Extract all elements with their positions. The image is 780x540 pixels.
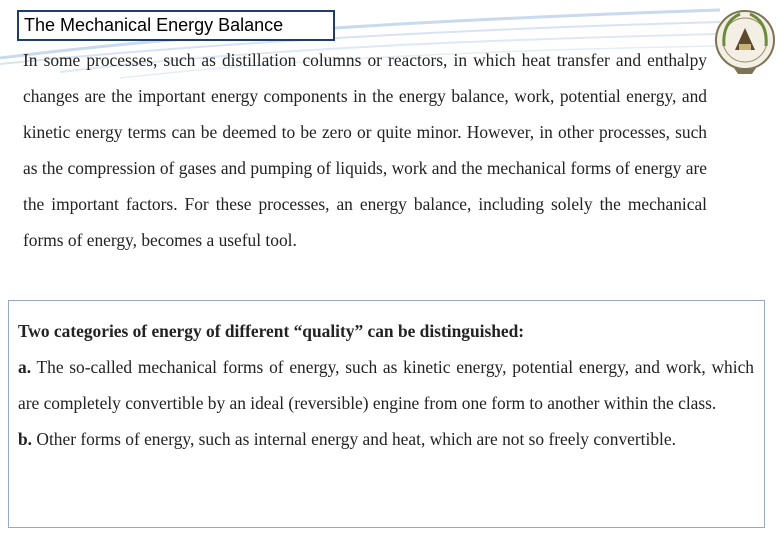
category-a-text: The so-called mechanical forms of energy, such as kinetic energy, potential energy, and work, which are completely convertible by an ideal (reversible) engine from one form to another within the class.: [18, 357, 754, 413]
category-b-label: b.: [18, 429, 33, 449]
category-b-text: Other forms of energy, such as internal energy and heat, which are not so freely convertible.: [36, 429, 676, 449]
category-b: [18, 421, 754, 457]
categories-box: [8, 300, 765, 528]
category-a-label: a.: [18, 357, 32, 377]
category-a: [18, 349, 754, 421]
university-emblem-icon: [712, 0, 778, 100]
categories-heading: Two categories of energy of different “quality” can be distinguished:: [18, 321, 525, 341]
slide-title: The Mechanical Energy Balance: [17, 10, 335, 41]
intro-paragraph: In some processes, such as distillation columns or reactors, in which heat transfer and enthalpy changes are the important energy components in the energy balance, work, potential energy, and kinetic energy terms can be deemed to be zero or quite minor. However, in other processes, such as the compression of gases and pumping of liquids, work and the mechanical forms of energy are the important factors. For these processes, an energy balance, including solely the mechanical forms of energy, becomes a useful tool.: [23, 50, 707, 250]
